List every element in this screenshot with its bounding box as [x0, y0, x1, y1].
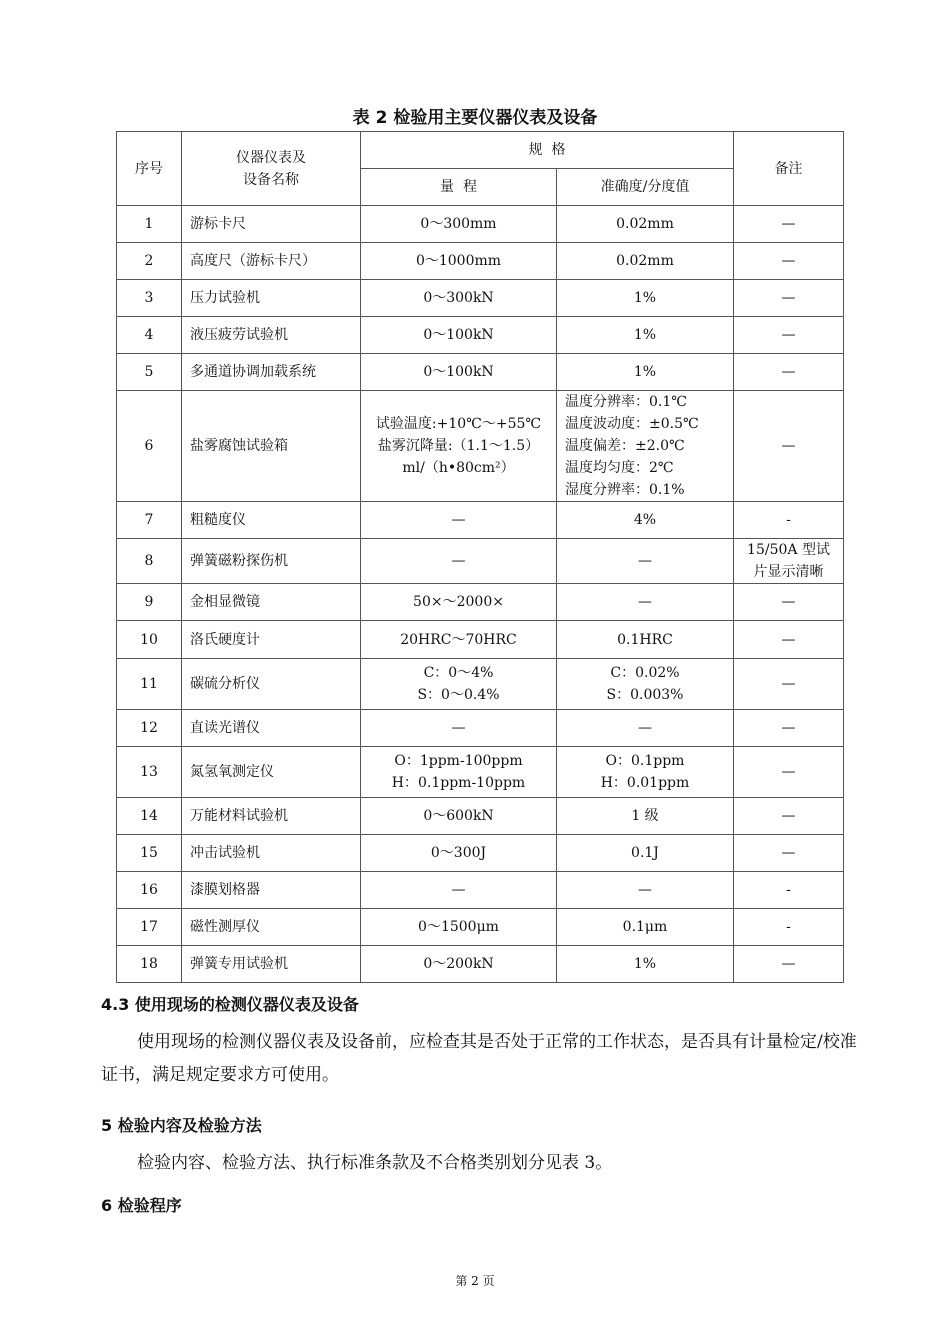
cell-line: 0～300mm — [420, 216, 497, 232]
table-row — [117, 710, 844, 747]
cell-line: C：0.02% — [610, 665, 680, 681]
cell-line: — — [451, 512, 466, 528]
header-remark: 备注 — [734, 132, 844, 206]
cell-name: 粗糙度仪 — [182, 502, 361, 539]
cell-range — [361, 909, 557, 946]
cell-line: O：1ppm-100ppm — [394, 753, 523, 769]
cell-remark — [734, 872, 844, 909]
cell-name: 碳硫分析仪 — [182, 659, 361, 710]
section-4-3-text: 使用现场的检测仪器仪表及设备前，应检查其是否处于正常的工作状态，是否具有计量检定/校准证书，满足规定要求方可使用。 — [101, 1032, 857, 1085]
cell-remark — [734, 946, 844, 983]
header-spec: 规 格 — [361, 132, 734, 169]
cell-name: 漆膜划格器 — [182, 872, 361, 909]
cell-line: — — [781, 808, 796, 824]
cell-line: 片显示清晰 — [753, 564, 824, 580]
cell-line: H：0.01ppm — [600, 775, 690, 791]
cell-name: 磁性测厚仪 — [182, 909, 361, 946]
cell-accuracy — [557, 584, 734, 621]
cell-line: — — [451, 553, 466, 569]
cell-range — [361, 206, 557, 243]
table-row — [117, 354, 844, 391]
cell-accuracy — [557, 621, 734, 659]
cell-line: 1% — [633, 290, 657, 306]
cell-remark — [734, 391, 844, 502]
cell-accuracy — [557, 502, 734, 539]
cell-line: - — [786, 512, 791, 528]
cell-no: 17 — [117, 909, 182, 946]
table-row — [117, 872, 844, 909]
cell-remark — [734, 710, 844, 747]
cell-line: 0.02mm — [616, 216, 674, 232]
cell-line: — — [781, 720, 796, 736]
cell-line: ml/（h•80cm²） — [402, 460, 515, 476]
cell-line: — — [781, 956, 796, 972]
table-row — [117, 798, 844, 835]
cell-line: — — [781, 216, 796, 232]
cell-name: 高度尺（游标卡尺） — [182, 243, 361, 280]
cell-line: 0～1000mm — [415, 253, 502, 269]
table-row — [117, 946, 844, 983]
cell-name: 万能材料试验机 — [182, 798, 361, 835]
cell-line: 0～300kN — [423, 290, 494, 306]
cell-line: 0～100kN — [423, 327, 494, 343]
cell-accuracy — [557, 354, 734, 391]
table-title: 表 2 检验用主要仪器仪表及设备 — [352, 108, 598, 128]
cell-line: 0～100kN — [423, 364, 494, 380]
section-5-heading: 5 检验内容及检验方法 — [101, 1116, 262, 1135]
cell-no: 3 — [117, 280, 182, 317]
cell-line: 试验温度:+10℃～+55℃ — [375, 416, 542, 432]
cell-name: 液压疲劳试验机 — [182, 317, 361, 354]
table-row — [117, 317, 844, 354]
header-name: 仪器仪表及 设备名称 — [182, 132, 361, 206]
cell-line: — — [781, 253, 796, 269]
cell-no: 14 — [117, 798, 182, 835]
table-row — [117, 206, 844, 243]
table-row — [117, 539, 844, 584]
cell-line: 0.02mm — [616, 253, 674, 269]
cell-accuracy — [557, 206, 734, 243]
cell-no: 13 — [117, 747, 182, 798]
cell-line: 温度分辨率：0.1℃ — [565, 394, 687, 410]
table-row — [117, 502, 844, 539]
header-accuracy: 准确度/分度值 — [557, 169, 734, 206]
cell-no: 5 — [117, 354, 182, 391]
cell-line: 50×～2000× — [413, 594, 504, 610]
cell-remark — [734, 909, 844, 946]
cell-line: — — [781, 631, 796, 648]
cell-remark — [734, 584, 844, 621]
table-row — [117, 835, 844, 872]
cell-no: 18 — [117, 946, 182, 983]
cell-line: 盐雾沉降量:（1.1～1.5） — [377, 438, 540, 454]
table-row — [117, 280, 844, 317]
cell-name: 多通道协调加载系统 — [182, 354, 361, 391]
cell-line: 温度波动度：±0.5℃ — [565, 416, 699, 432]
cell-remark — [734, 621, 844, 659]
section-5-text: 检验内容、检验方法、执行标准条款及不合格类别划分见表 3。 — [137, 1153, 613, 1173]
cell-line: — — [638, 553, 652, 569]
cell-line: H：0.1ppm-10ppm — [391, 775, 526, 791]
cell-line: 0.1HRC — [617, 631, 673, 648]
cell-line: - — [786, 919, 791, 935]
cell-accuracy — [557, 946, 734, 983]
cell-line: O：0.1ppm — [605, 753, 685, 769]
cell-remark — [734, 280, 844, 317]
cell-name: 直读光谱仪 — [182, 710, 361, 747]
cell-name: 压力试验机 — [182, 280, 361, 317]
cell-accuracy — [557, 909, 734, 946]
cell-line: — — [638, 594, 652, 610]
cell-line: 1% — [633, 327, 657, 343]
table-row — [117, 243, 844, 280]
cell-line: - — [786, 882, 791, 898]
cell-remark — [734, 835, 844, 872]
cell-no: 15 — [117, 835, 182, 872]
cell-name: 洛氏硬度计 — [182, 621, 361, 659]
cell-range — [361, 798, 557, 835]
cell-line: 1 级 — [631, 808, 659, 824]
cell-name: 盐雾腐蚀试验箱 — [182, 391, 361, 502]
cell-line: 0～600kN — [423, 808, 494, 824]
cell-line: 0～300J — [430, 845, 487, 861]
cell-accuracy — [557, 835, 734, 872]
cell-name: 氮氢氧测定仪 — [182, 747, 361, 798]
cell-accuracy — [557, 659, 734, 710]
cell-name: 金相显微镜 — [182, 584, 361, 621]
header-range: 量 程 — [361, 169, 557, 206]
cell-line: — — [451, 720, 466, 736]
cell-range — [361, 872, 557, 909]
cell-accuracy — [557, 539, 734, 584]
table-row — [117, 909, 844, 946]
cell-line: — — [638, 720, 652, 736]
cell-line: 0.1J — [631, 845, 659, 861]
cell-no: 16 — [117, 872, 182, 909]
cell-line: 0.1μm — [622, 919, 668, 935]
cell-no: 8 — [117, 539, 182, 584]
cell-range — [361, 317, 557, 354]
cell-accuracy — [557, 317, 734, 354]
cell-accuracy — [557, 747, 734, 798]
equipment-table — [116, 131, 844, 983]
cell-range — [361, 659, 557, 710]
section-4-3-heading: 4.3 使用现场的检测仪器仪表及设备 — [101, 995, 359, 1014]
cell-line: — — [781, 290, 796, 306]
cell-line: S：0～0.4% — [417, 687, 500, 703]
cell-line: 20HRC～70HRC — [400, 631, 517, 648]
cell-line: C：0～4% — [423, 665, 494, 681]
cell-line: 1% — [633, 364, 657, 380]
cell-range — [361, 502, 557, 539]
cell-no: 1 — [117, 206, 182, 243]
cell-range — [361, 710, 557, 747]
page-number: 第 2 页 — [455, 1274, 495, 1288]
cell-line: 温度偏差：±2.0℃ — [565, 438, 685, 454]
cell-name: 弹簧专用试验机 — [182, 946, 361, 983]
section-6-heading: 6 检验程序 — [101, 1196, 182, 1215]
cell-no: 4 — [117, 317, 182, 354]
cell-line: — — [781, 676, 796, 692]
table-row — [117, 391, 844, 502]
cell-name: 冲击试验机 — [182, 835, 361, 872]
cell-remark — [734, 243, 844, 280]
cell-line: 15/50A 型试 — [747, 542, 830, 558]
cell-no: 10 — [117, 621, 182, 659]
cell-line: 0～1500μm — [418, 919, 499, 935]
cell-line: — — [781, 438, 796, 454]
cell-remark — [734, 502, 844, 539]
cell-no: 6 — [117, 391, 182, 502]
cell-line: — — [781, 764, 796, 780]
cell-accuracy — [557, 243, 734, 280]
cell-line: 4% — [633, 512, 657, 528]
cell-line: 温度均匀度：2℃ — [565, 460, 674, 476]
cell-no: 7 — [117, 502, 182, 539]
cell-accuracy — [557, 710, 734, 747]
cell-no: 9 — [117, 584, 182, 621]
table-row — [117, 621, 844, 659]
cell-line: — — [781, 327, 796, 343]
cell-range — [361, 747, 557, 798]
cell-line: — — [781, 364, 796, 380]
cell-range — [361, 621, 557, 659]
cell-line: — — [781, 845, 796, 861]
cell-range — [361, 584, 557, 621]
cell-range — [361, 946, 557, 983]
cell-remark — [734, 747, 844, 798]
cell-no: 11 — [117, 659, 182, 710]
cell-line: — — [638, 882, 652, 898]
cell-name: 游标卡尺 — [182, 206, 361, 243]
cell-range — [361, 539, 557, 584]
cell-line: 湿度分辨率：0.1% — [565, 482, 685, 498]
cell-range — [361, 835, 557, 872]
cell-remark — [734, 798, 844, 835]
cell-range — [361, 243, 557, 280]
cell-line: S：0.003% — [606, 687, 684, 703]
cell-accuracy — [557, 872, 734, 909]
cell-line: — — [781, 594, 796, 610]
cell-remark — [734, 206, 844, 243]
cell-remark — [734, 354, 844, 391]
cell-line: 0～200kN — [423, 956, 494, 972]
cell-remark — [734, 539, 844, 584]
cell-line: — — [451, 882, 466, 898]
cell-accuracy — [557, 280, 734, 317]
cell-accuracy — [557, 798, 734, 835]
table-row — [117, 747, 844, 798]
cell-remark — [734, 659, 844, 710]
cell-no: 2 — [117, 243, 182, 280]
cell-range — [361, 391, 557, 502]
header-no: 序号 — [117, 132, 182, 206]
cell-range — [361, 280, 557, 317]
table-row — [117, 584, 844, 621]
cell-range — [361, 354, 557, 391]
cell-remark — [734, 317, 844, 354]
cell-no: 12 — [117, 710, 182, 747]
cell-line: 1% — [633, 956, 657, 972]
cell-name: 弹簧磁粉探伤机 — [182, 539, 361, 584]
cell-accuracy — [557, 391, 734, 502]
table-row — [117, 659, 844, 710]
